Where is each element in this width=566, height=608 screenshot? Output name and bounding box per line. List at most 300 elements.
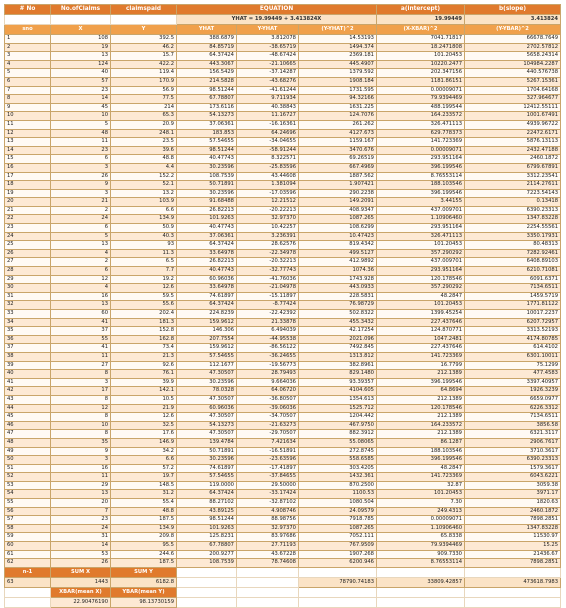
ybar-label: YBAR(mean Y) bbox=[111, 587, 177, 597]
table-row bbox=[5, 146, 561, 155]
table-cell: 23 bbox=[51, 516, 111, 525]
table-row bbox=[5, 542, 561, 551]
table-row bbox=[5, 516, 561, 525]
table-row bbox=[5, 430, 561, 439]
table-cell: 52 bbox=[5, 473, 51, 482]
table-cell: 119.4 bbox=[111, 69, 177, 78]
table-cell: 7134.6511 bbox=[465, 284, 561, 293]
table-cell: 440.576738 bbox=[465, 69, 561, 78]
table-cell: 40.3 bbox=[111, 232, 177, 241]
blank-cell bbox=[465, 597, 561, 607]
table-cell: 108.6299 bbox=[299, 224, 377, 233]
table-cell: 13 bbox=[51, 490, 111, 499]
table-row bbox=[5, 241, 561, 250]
table-row bbox=[5, 86, 561, 95]
blank-cell bbox=[177, 567, 237, 577]
table-cell: 104984.2287 bbox=[465, 60, 561, 69]
table-cell: 1704.64168 bbox=[465, 86, 561, 95]
table-cell: 101.20453 bbox=[377, 490, 465, 499]
table-cell: 27 bbox=[5, 258, 51, 267]
table-cell: 261.262 bbox=[299, 120, 377, 129]
table-row bbox=[5, 370, 561, 379]
table-cell: 3350.17931 bbox=[465, 232, 561, 241]
table-row bbox=[5, 378, 561, 387]
table-cell: 48.8 bbox=[111, 155, 177, 164]
table-cell: 55.6 bbox=[111, 301, 177, 310]
blank-cell bbox=[299, 567, 377, 577]
table-cell: 6321.3117 bbox=[465, 430, 561, 439]
table-cell: 40.47743 bbox=[177, 155, 237, 164]
table-cell: 39.9 bbox=[111, 378, 177, 387]
column-header-row bbox=[5, 25, 561, 35]
table-cell: 47.30507 bbox=[177, 395, 237, 404]
table-cell: 4939.96722 bbox=[465, 120, 561, 129]
column-header: YHAT bbox=[177, 25, 237, 35]
table-cell: -20.22213 bbox=[237, 206, 299, 215]
blank-cell bbox=[377, 597, 465, 607]
table-cell: 327.964677 bbox=[465, 95, 561, 104]
table-row bbox=[5, 473, 561, 482]
table-row bbox=[5, 301, 561, 310]
table-cell: 141.723369 bbox=[377, 352, 465, 361]
table-cell: 1887.562 bbox=[299, 172, 377, 181]
table-cell: -34.04655 bbox=[237, 138, 299, 147]
table-cell: 1820.63 bbox=[465, 499, 561, 508]
table-cell: 13 bbox=[5, 138, 51, 147]
table-cell: 20.9 bbox=[111, 120, 177, 129]
table-row bbox=[5, 318, 561, 327]
table-cell: 870.2500 bbox=[299, 481, 377, 490]
table-cell: 159.9612 bbox=[177, 344, 237, 353]
table-cell: 357.290292 bbox=[377, 284, 465, 293]
table-row bbox=[5, 60, 561, 69]
table-cell: 3.236391 bbox=[237, 232, 299, 241]
table-cell: 58 bbox=[5, 524, 51, 533]
table-row bbox=[5, 52, 561, 61]
table-cell: 244.6 bbox=[111, 550, 177, 559]
table-row bbox=[5, 138, 561, 147]
table-cell: 2 bbox=[51, 258, 111, 267]
table-cell: 45 bbox=[5, 413, 51, 422]
table-cell: 23 bbox=[51, 146, 111, 155]
table-cell: 8 bbox=[51, 370, 111, 379]
table-cell: 60 bbox=[51, 310, 111, 319]
table-cell: 44 bbox=[5, 404, 51, 413]
intercept-value: 19.99449 bbox=[377, 15, 465, 25]
table-cell: 248.1 bbox=[111, 129, 177, 138]
table-cell: 55.4 bbox=[111, 499, 177, 508]
table-cell: 108 bbox=[51, 35, 111, 44]
table-cell: 6 bbox=[51, 155, 111, 164]
table-cell: 33.64978 bbox=[177, 284, 237, 293]
table-cell: 2432.47188 bbox=[465, 146, 561, 155]
table-cell: 59.5 bbox=[111, 292, 177, 301]
table-cell: 2 bbox=[51, 206, 111, 215]
xbar-value: 22.90476190 bbox=[51, 597, 111, 607]
table-cell: 62 bbox=[5, 559, 51, 568]
sum-y-deviation-squared: 473618.7983 bbox=[465, 577, 561, 587]
table-cell: 1047.2481 bbox=[377, 335, 465, 344]
table-cell: 10017.2237 bbox=[465, 310, 561, 319]
table-cell: 78.74608 bbox=[237, 559, 299, 568]
table-cell: 249.4313 bbox=[377, 507, 465, 516]
table-cell: 7052.111 bbox=[299, 533, 377, 542]
table-cell: -8.77424 bbox=[237, 301, 299, 310]
table-cell: 95.5 bbox=[111, 542, 177, 551]
table-cell: -15.11897 bbox=[237, 292, 299, 301]
table-cell: 32.97370 bbox=[237, 215, 299, 224]
equation-spacer bbox=[111, 15, 177, 25]
table-cell: 142.1 bbox=[111, 387, 177, 396]
table-cell: 3856.58 bbox=[465, 421, 561, 430]
table-cell: 290.2238 bbox=[299, 189, 377, 198]
table-cell: 3 bbox=[51, 456, 111, 465]
column-header: Y-YHAT bbox=[237, 25, 299, 35]
table-cell: 10.5 bbox=[111, 395, 177, 404]
table-cell: 6210.71081 bbox=[465, 267, 561, 276]
table-row bbox=[5, 215, 561, 224]
table-cell: 19.2 bbox=[111, 275, 177, 284]
table-cell: 23 bbox=[5, 224, 51, 233]
table-cell: 46 bbox=[5, 421, 51, 430]
table-cell: 227.437646 bbox=[377, 344, 465, 353]
table-cell: 20 bbox=[5, 198, 51, 207]
table-cell: 33.64978 bbox=[177, 249, 237, 258]
table-cell: 40.38843 bbox=[237, 103, 299, 112]
table-row bbox=[5, 490, 561, 499]
table-cell: 7134.6511 bbox=[465, 413, 561, 422]
table-cell: 326.471113 bbox=[377, 232, 465, 241]
table-cell: 11 bbox=[5, 120, 51, 129]
table-cell: 108.7539 bbox=[177, 172, 237, 181]
table-cell: 48.2847 bbox=[377, 464, 465, 473]
table-cell: 6.5 bbox=[111, 258, 177, 267]
table-cell: 1087.265 bbox=[299, 524, 377, 533]
table-cell: 7.421634 bbox=[237, 438, 299, 447]
table-cell: 9 bbox=[51, 447, 111, 456]
table-cell: 12412.55111 bbox=[465, 103, 561, 112]
table-cell: 1181.86151 bbox=[377, 77, 465, 86]
table-cell: 48.8 bbox=[111, 507, 177, 516]
table-cell: 558.6585 bbox=[299, 456, 377, 465]
sum-x-deviation-squared: 33809.42857 bbox=[377, 577, 465, 587]
table-cell: 37 bbox=[5, 344, 51, 353]
table-cell: 14.53193 bbox=[299, 35, 377, 44]
table-cell: 11.3 bbox=[111, 249, 177, 258]
table-cell: 55.08065 bbox=[299, 438, 377, 447]
table-cell: 6799.67891 bbox=[465, 163, 561, 172]
table-cell: -38.65719 bbox=[237, 43, 299, 52]
table-cell: 6200.946 bbox=[299, 559, 377, 568]
table-cell: 2114.27611 bbox=[465, 181, 561, 190]
table-cell: 437.009701 bbox=[377, 258, 465, 267]
table-cell: 6207.72957 bbox=[465, 318, 561, 327]
table-cell: 41 bbox=[5, 378, 51, 387]
table-cell: -37.14287 bbox=[237, 69, 299, 78]
table-cell: 1731.595 bbox=[299, 86, 377, 95]
table-cell: 1204.442 bbox=[299, 413, 377, 422]
table-cell: 50.71891 bbox=[177, 181, 237, 190]
table-row bbox=[5, 120, 561, 129]
table-cell: 36 bbox=[5, 335, 51, 344]
table-cell: 69.26519 bbox=[299, 155, 377, 164]
table-cell: 214 bbox=[111, 103, 177, 112]
table-row bbox=[5, 310, 561, 319]
table-cell: 11.16727 bbox=[237, 112, 299, 121]
table-cell: 38 bbox=[5, 352, 51, 361]
table-cell: 21 bbox=[51, 198, 111, 207]
table-row bbox=[5, 524, 561, 533]
table-cell: 10220.2477 bbox=[377, 60, 465, 69]
table-cell: 1100.53 bbox=[299, 490, 377, 499]
table-cell: -41.61244 bbox=[237, 86, 299, 95]
table-cell: 55 bbox=[51, 335, 111, 344]
header-equation: EQUATION bbox=[177, 5, 377, 15]
table-cell: 21.9 bbox=[111, 404, 177, 413]
table-row bbox=[5, 103, 561, 112]
table-cell: 382.8961 bbox=[299, 361, 377, 370]
table-cell: -48.67424 bbox=[237, 52, 299, 61]
sum-x-label: SUM X bbox=[51, 567, 111, 577]
table-cell: 10 bbox=[51, 421, 111, 430]
table-cell: 40 bbox=[5, 370, 51, 379]
table-cell: 1399.45254 bbox=[377, 310, 465, 319]
blank-cell bbox=[299, 587, 377, 597]
spreadsheet bbox=[4, 4, 560, 605]
table-cell: 6 bbox=[5, 77, 51, 86]
table-cell: 4 bbox=[5, 60, 51, 69]
table-cell: 52.1 bbox=[111, 181, 177, 190]
table-cell: -21.63273 bbox=[237, 421, 299, 430]
table-row bbox=[5, 404, 561, 413]
table-cell: 7.30 bbox=[377, 499, 465, 508]
table-cell: 32.5 bbox=[111, 421, 177, 430]
table-row bbox=[5, 327, 561, 336]
table-cell: 124.7076 bbox=[299, 112, 377, 121]
table-row bbox=[5, 95, 561, 104]
table-cell: 829.1480 bbox=[299, 370, 377, 379]
column-header: sno bbox=[5, 25, 51, 35]
table-cell: 3397.40957 bbox=[465, 378, 561, 387]
table-cell: 7 bbox=[5, 86, 51, 95]
blank-cell bbox=[5, 597, 51, 607]
column-header: X bbox=[51, 25, 111, 35]
table-cell: 3313.52193 bbox=[465, 327, 561, 336]
table-row bbox=[5, 533, 561, 542]
table-cell: 3.44155 bbox=[377, 198, 465, 207]
table-cell: 27 bbox=[51, 361, 111, 370]
table-cell: 396.199546 bbox=[377, 456, 465, 465]
table-cell: 60.96036 bbox=[177, 404, 237, 413]
table-cell: -32.77743 bbox=[237, 267, 299, 276]
table-cell: -22.34978 bbox=[237, 249, 299, 258]
sum-y-value: 6182.8 bbox=[111, 577, 177, 587]
table-cell: 64.37424 bbox=[177, 52, 237, 61]
table-cell: 224.8239 bbox=[177, 310, 237, 319]
table-cell: 5658.24314 bbox=[465, 52, 561, 61]
table-cell: 67.78807 bbox=[177, 542, 237, 551]
table-cell: 6659.0977 bbox=[465, 395, 561, 404]
table-cell: 1.10906460 bbox=[377, 215, 465, 224]
table-cell: 1001.67491 bbox=[465, 112, 561, 121]
table-cell: -17.41897 bbox=[237, 464, 299, 473]
table-cell: 79.9394469 bbox=[377, 95, 465, 104]
table-cell: 30.23596 bbox=[177, 378, 237, 387]
table-cell: 47.30507 bbox=[177, 413, 237, 422]
n-minus-1-label: n-1 bbox=[5, 567, 51, 577]
table-cell: 12 bbox=[51, 404, 111, 413]
table-cell: 629.778373 bbox=[377, 129, 465, 138]
table-cell: 5 bbox=[51, 232, 111, 241]
table-cell: 13.2 bbox=[111, 189, 177, 198]
table-cell: 15.25 bbox=[465, 542, 561, 551]
table-cell: 2906.7617 bbox=[465, 438, 561, 447]
table-cell: 22472.6171 bbox=[465, 129, 561, 138]
table-cell: 173.6116 bbox=[177, 103, 237, 112]
table-cell: 7223.54143 bbox=[465, 189, 561, 198]
table-cell: 64.06720 bbox=[237, 387, 299, 396]
table-cell: 19 bbox=[5, 189, 51, 198]
table-cell: 396.199546 bbox=[377, 378, 465, 387]
table-cell: 10.42257 bbox=[237, 224, 299, 233]
table-cell: 1 bbox=[5, 35, 51, 44]
table-row bbox=[5, 395, 561, 404]
table-cell: 437.009701 bbox=[377, 206, 465, 215]
table-cell: 3 bbox=[51, 163, 111, 172]
table-cell: -36.80507 bbox=[237, 395, 299, 404]
table-cell: 209.8 bbox=[111, 533, 177, 542]
table-cell: 3971.17 bbox=[465, 490, 561, 499]
table-cell: 8 bbox=[51, 413, 111, 422]
table-cell: 119.0000 bbox=[177, 481, 237, 490]
table-cell: 43 bbox=[5, 395, 51, 404]
table-cell: 202.4 bbox=[111, 310, 177, 319]
table-cell: 60.96036 bbox=[177, 275, 237, 284]
table-cell: 57.54655 bbox=[177, 352, 237, 361]
table-cell: 101.9263 bbox=[177, 215, 237, 224]
table-cell: 443.0933 bbox=[299, 284, 377, 293]
xbar-label: XBAR(mean X) bbox=[51, 587, 111, 597]
table-cell: 392.5 bbox=[111, 35, 177, 44]
table-cell: 26 bbox=[51, 172, 111, 181]
table-cell: 7898.2851 bbox=[465, 559, 561, 568]
table-cell: 41 bbox=[51, 318, 111, 327]
table-cell: 54 bbox=[5, 490, 51, 499]
table-cell: 29.50000 bbox=[237, 481, 299, 490]
table-cell: 228.5831 bbox=[299, 292, 377, 301]
table-cell: 57.54655 bbox=[177, 473, 237, 482]
blank-cell bbox=[377, 567, 465, 577]
table-cell: 64.37424 bbox=[177, 241, 237, 250]
table-cell: 170.9 bbox=[111, 77, 177, 86]
table-cell: 467.9750 bbox=[299, 421, 377, 430]
table-cell: 86.1287 bbox=[377, 438, 465, 447]
table-cell: 21.3 bbox=[111, 352, 177, 361]
table-cell: 149.2091 bbox=[299, 198, 377, 207]
table-cell: 767.9509 bbox=[299, 542, 377, 551]
table-cell: 6226.3312 bbox=[465, 404, 561, 413]
table-cell: 26 bbox=[51, 559, 111, 568]
table-cell: 9 bbox=[5, 103, 51, 112]
table-cell: 80.48313 bbox=[465, 241, 561, 250]
table-cell: 21436.67 bbox=[465, 550, 561, 559]
table-cell: 3 bbox=[51, 189, 111, 198]
table-cell: 1087.265 bbox=[299, 215, 377, 224]
table-cell: 1354.613 bbox=[299, 395, 377, 404]
table-cell: 272.8745 bbox=[299, 447, 377, 456]
table-cell: 124 bbox=[51, 60, 111, 69]
table-cell: 26 bbox=[5, 249, 51, 258]
table-cell: 10 bbox=[5, 112, 51, 121]
table-cell: 183.853 bbox=[177, 129, 237, 138]
table-cell: 293.951164 bbox=[377, 155, 465, 164]
table-cell: 43.89125 bbox=[177, 507, 237, 516]
table-cell: 2021.096 bbox=[299, 335, 377, 344]
table-cell: 1432.361 bbox=[299, 473, 377, 482]
table-cell: 5267.15361 bbox=[465, 77, 561, 86]
blank-cell bbox=[177, 577, 237, 587]
blank-cell bbox=[237, 567, 299, 577]
table-cell: 882.3912 bbox=[299, 430, 377, 439]
table-cell: 1347.83228 bbox=[465, 524, 561, 533]
blank-cell bbox=[237, 577, 299, 587]
table-cell: 181.3 bbox=[111, 318, 177, 327]
table-cell: 1.907421 bbox=[299, 181, 377, 190]
table-cell: 18.2471808 bbox=[377, 43, 465, 52]
sum-label-row bbox=[5, 567, 561, 577]
table-row bbox=[5, 198, 561, 207]
table-cell: 146.306 bbox=[177, 327, 237, 336]
table-cell: 1.10906460 bbox=[377, 524, 465, 533]
table-cell: 8 bbox=[51, 430, 111, 439]
table-cell: -86.56122 bbox=[237, 344, 299, 353]
table-cell: 43.44608 bbox=[237, 172, 299, 181]
table-cell: 64.8694 bbox=[377, 387, 465, 396]
table-cell: 37 bbox=[51, 327, 111, 336]
table-cell: 1631.225 bbox=[299, 103, 377, 112]
table-cell: 91.68488 bbox=[177, 198, 237, 207]
table-row bbox=[5, 129, 561, 138]
table-cell: -44.95538 bbox=[237, 335, 299, 344]
table-cell: 101.20453 bbox=[377, 301, 465, 310]
table-cell: 79.9394469 bbox=[377, 542, 465, 551]
table-cell: 4.908746 bbox=[237, 507, 299, 516]
table-row bbox=[5, 344, 561, 353]
table-cell: 24 bbox=[5, 232, 51, 241]
table-cell: 0.00009071 bbox=[377, 86, 465, 95]
table-cell: 5 bbox=[51, 120, 111, 129]
table-row bbox=[5, 335, 561, 344]
table-cell: 16 bbox=[5, 163, 51, 172]
table-cell: 73.4 bbox=[111, 344, 177, 353]
table-row bbox=[5, 352, 561, 361]
table-cell: 8 bbox=[5, 95, 51, 104]
table-cell: 17 bbox=[5, 172, 51, 181]
table-cell: 14 bbox=[5, 146, 51, 155]
table-cell: 396.199546 bbox=[377, 163, 465, 172]
table-cell: -23.63596 bbox=[237, 456, 299, 465]
table-cell: 1074.36 bbox=[299, 267, 377, 276]
table-cell: 29 bbox=[5, 275, 51, 284]
table-cell: 5 bbox=[5, 69, 51, 78]
table-cell: 0.00009071 bbox=[377, 146, 465, 155]
table-cell: -21.04978 bbox=[237, 284, 299, 293]
table-cell: -16.16361 bbox=[237, 120, 299, 129]
table-cell: 134.9 bbox=[111, 215, 177, 224]
table-cell: 40.47743 bbox=[177, 267, 237, 276]
table-cell: 83.97686 bbox=[237, 533, 299, 542]
table-cell: 2702.57812 bbox=[465, 43, 561, 52]
